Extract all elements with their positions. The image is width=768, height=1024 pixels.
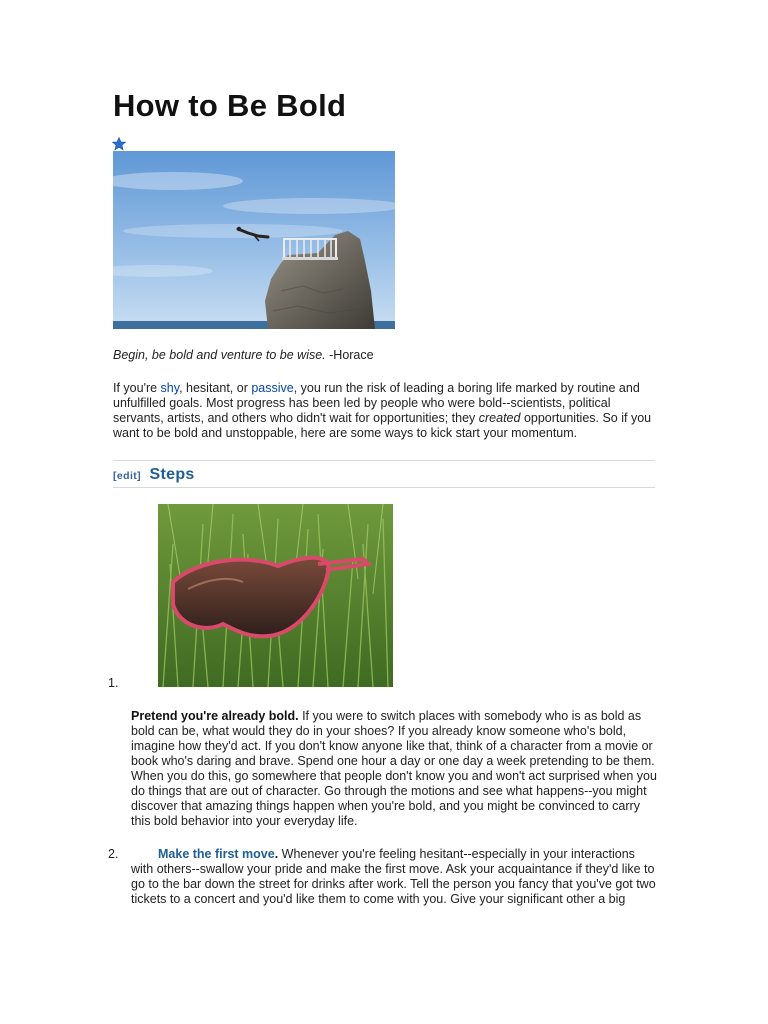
sunglasses-on-grass-image: [158, 504, 393, 687]
intro-text: , hesitant, or: [179, 381, 252, 395]
opening-quote: [113, 348, 374, 362]
page-title: How to Be Bold: [113, 88, 347, 123]
intro-text: , you run the risk of leading a boring life marked by routine and unfulfilled goals. Most progress has been led by people who were bold--scientists, political servants, artists, and others who didn't wait for opportunities; they: [113, 381, 640, 425]
quote-attribution: -Horace: [325, 348, 374, 362]
section-divider-top: [113, 460, 655, 461]
step-number: 1.: [108, 676, 119, 690]
step-2-body: Whenever you're feeling hesitant--especially in your interactions with others--swallow your pride and make the first move. Ask your acquaintance if they'd like to go to the bar down the street for drinks after work. Tell the person you fancy that you've got two tickets to a concert and you'd like them to come with you. Give your significant other a big: [131, 847, 656, 906]
step-1-body: If you were to switch places with somebody who is as bold as bold can be, what would they do in your shoes? If you already know someone who's bold, imagine how they'd act. If you don't know anyone like that, think of a character from a movie or book who's daring and brave. Spend one hour a day or one day a week pretending to be them. When you do this, go somewhere that people don't know you and won't act surprised when you do things that are out of character. Go through the motions and see what happens--you might discover that amazing things happen when you're bold, and you might be convinced to carry this bold behavior into your everyday life.: [131, 709, 657, 828]
intro-paragraph: [113, 381, 658, 441]
steps-title: Steps: [149, 466, 195, 483]
passive-link[interactable]: passive: [251, 381, 294, 395]
intro-text: If you're: [113, 381, 161, 395]
step-1-lead: Pretend you're already bold.: [131, 709, 299, 723]
star-icon[interactable]: [112, 137, 126, 151]
step-1-text: [131, 709, 658, 829]
step-number: 2.: [108, 847, 119, 861]
step-2-punct: .: [274, 847, 279, 861]
intro-emphasis: created: [478, 411, 521, 425]
intro-text: opportunities. So if you want to be bold and unstoppable, here are some ways to kick start your momentum.: [113, 411, 652, 440]
make-first-move-link[interactable]: Make the first move: [158, 847, 275, 861]
edit-link[interactable]: [edit]: [113, 470, 142, 482]
section-divider-bottom: [113, 487, 655, 488]
steps-heading: [113, 466, 195, 484]
cliff-diver-image: [113, 151, 395, 329]
shy-link[interactable]: shy: [160, 381, 180, 395]
quote-text: Begin, be bold and venture to be wise.: [113, 348, 326, 362]
step-2-text: [131, 847, 658, 907]
